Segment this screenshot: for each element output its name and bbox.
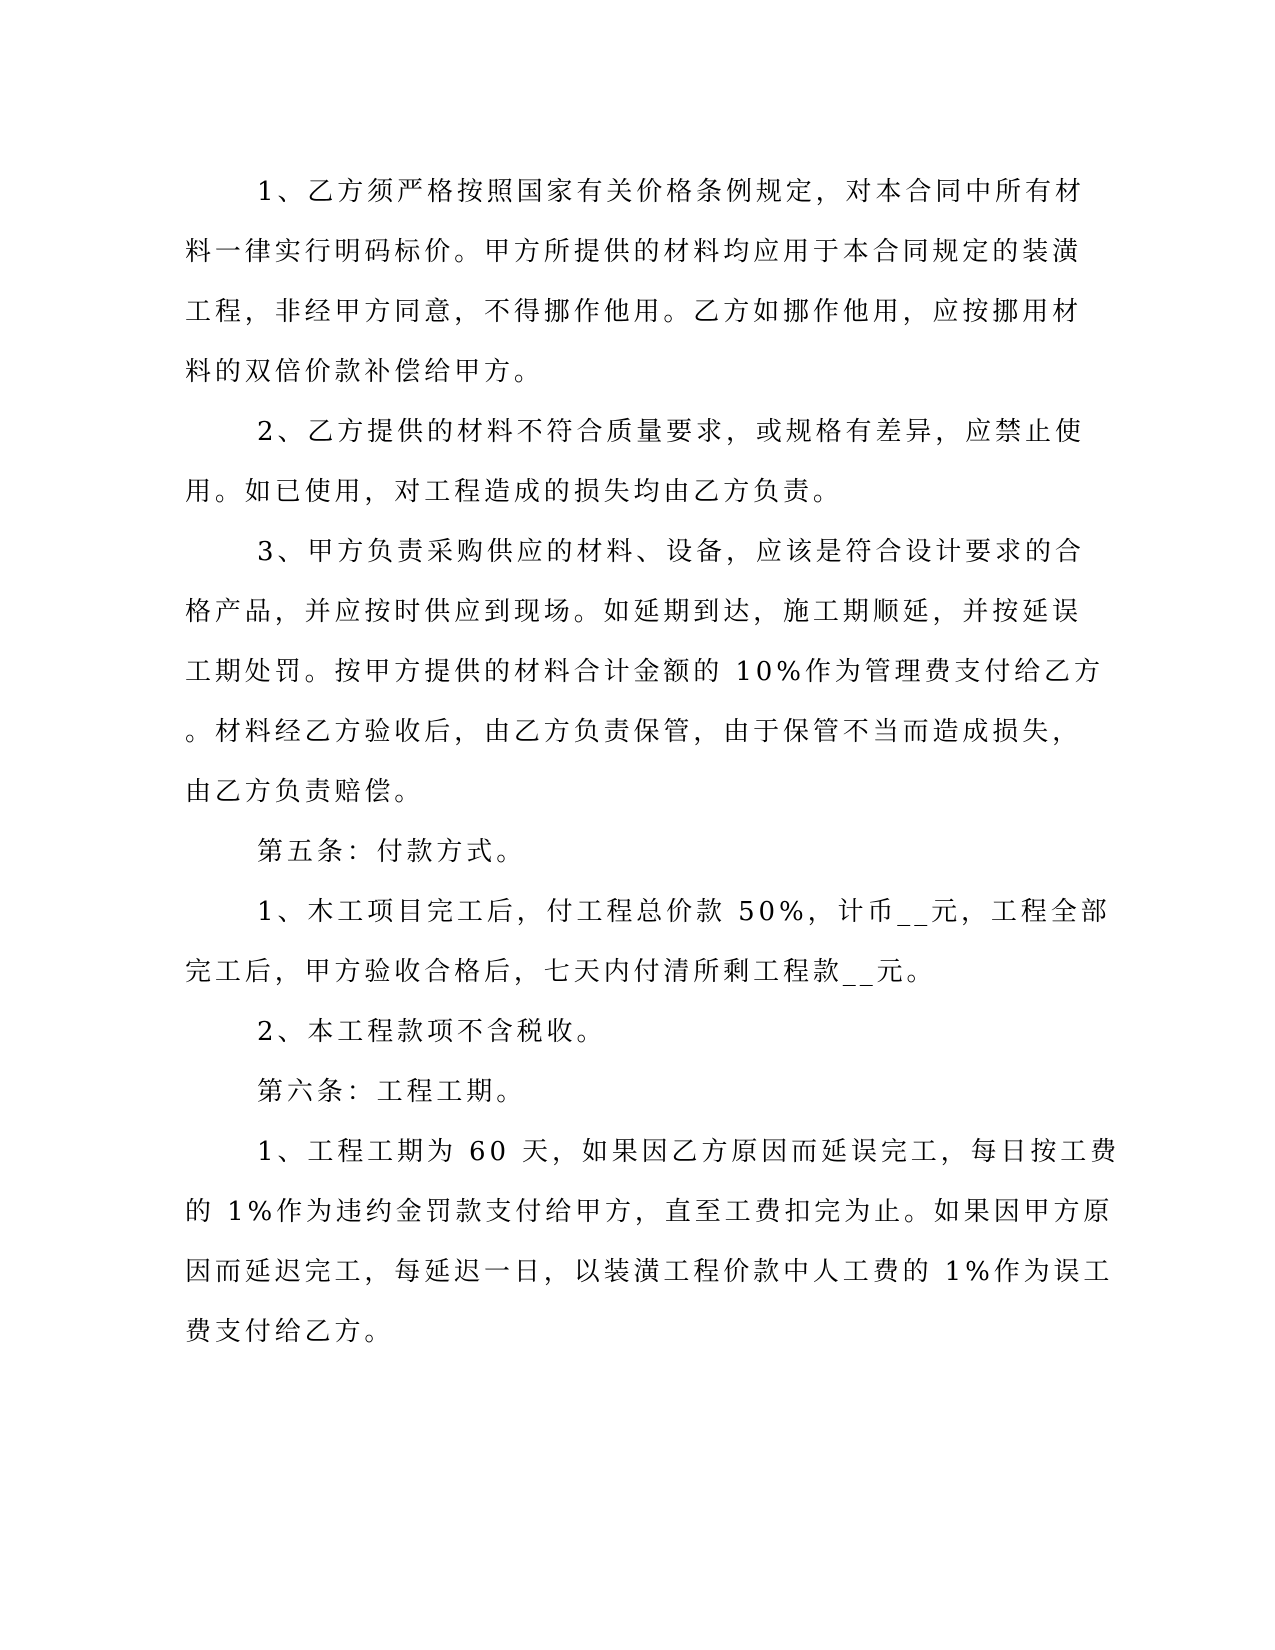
text-line: 料一律实行明码标价。甲方所提供的材料均应用于本合同规定的装潢	[185, 237, 1083, 267]
section-heading-schedule	[185, 1062, 1075, 1122]
text-line: 工程，非经甲方同意，不得挪作他用。乙方如挪作他用，应按挪用材	[185, 297, 1083, 327]
section-heading: 第六条：工程工期。	[257, 1077, 527, 1107]
text-line: 2、乙方提供的材料不符合质量要求，或规格有差异，应禁止使	[257, 417, 1085, 447]
text-line: 。材料经乙方验收后，由乙方负责保管，由于保管不当而造成损失，	[185, 717, 1083, 747]
text-line: 1、木工项目完工后，付工程总价款 50%，计币__元，工程全部	[257, 897, 1111, 927]
paragraph-payment-tax	[185, 1002, 1075, 1062]
text-line: 因而延迟完工，每延迟一日，以装潢工程价款中人工费的 1%作为误工	[185, 1257, 1114, 1287]
paragraph-payment-schedule	[185, 882, 1111, 1002]
text-line: 由乙方负责赔偿。	[185, 777, 425, 807]
paragraph-construction-period	[185, 1122, 1121, 1362]
text-line: 2、本工程款项不含税收。	[257, 1017, 607, 1047]
paragraph-material-pricing	[185, 162, 1085, 402]
paragraph-material-quality	[185, 402, 1085, 522]
section-heading-payment	[185, 822, 1075, 882]
document-body	[185, 162, 1121, 1362]
text-line: 完工后，甲方验收合格后，七天内付清所剩工程款__元。	[185, 957, 937, 987]
text-line: 1、工程工期为 60 天，如果因乙方原因而延误完工，每日按工费	[257, 1137, 1121, 1167]
text-line: 工期处罚。按甲方提供的材料合计金额的 10%作为管理费支付给乙方	[185, 657, 1104, 687]
text-line: 3、甲方负责采购供应的材料、设备，应该是符合设计要求的合	[257, 537, 1085, 567]
text-line: 料的双倍价款补偿给甲方。	[185, 357, 544, 387]
text-line: 1、乙方须严格按照国家有关价格条例规定，对本合同中所有材	[257, 177, 1085, 207]
paragraph-material-supply	[185, 522, 1104, 822]
text-line: 格产品，并应按时供应到现场。如延期到达，施工期顺延，并按延误	[185, 597, 1083, 627]
text-line: 用。如已使用，对工程造成的损失均由乙方负责。	[185, 477, 843, 507]
section-heading: 第五条：付款方式。	[257, 837, 527, 867]
text-line: 的 1%作为违约金罚款支付给甲方，直至工费扣完为止。如果因甲方原	[185, 1197, 1114, 1227]
text-line: 费支付给乙方。	[185, 1317, 395, 1347]
